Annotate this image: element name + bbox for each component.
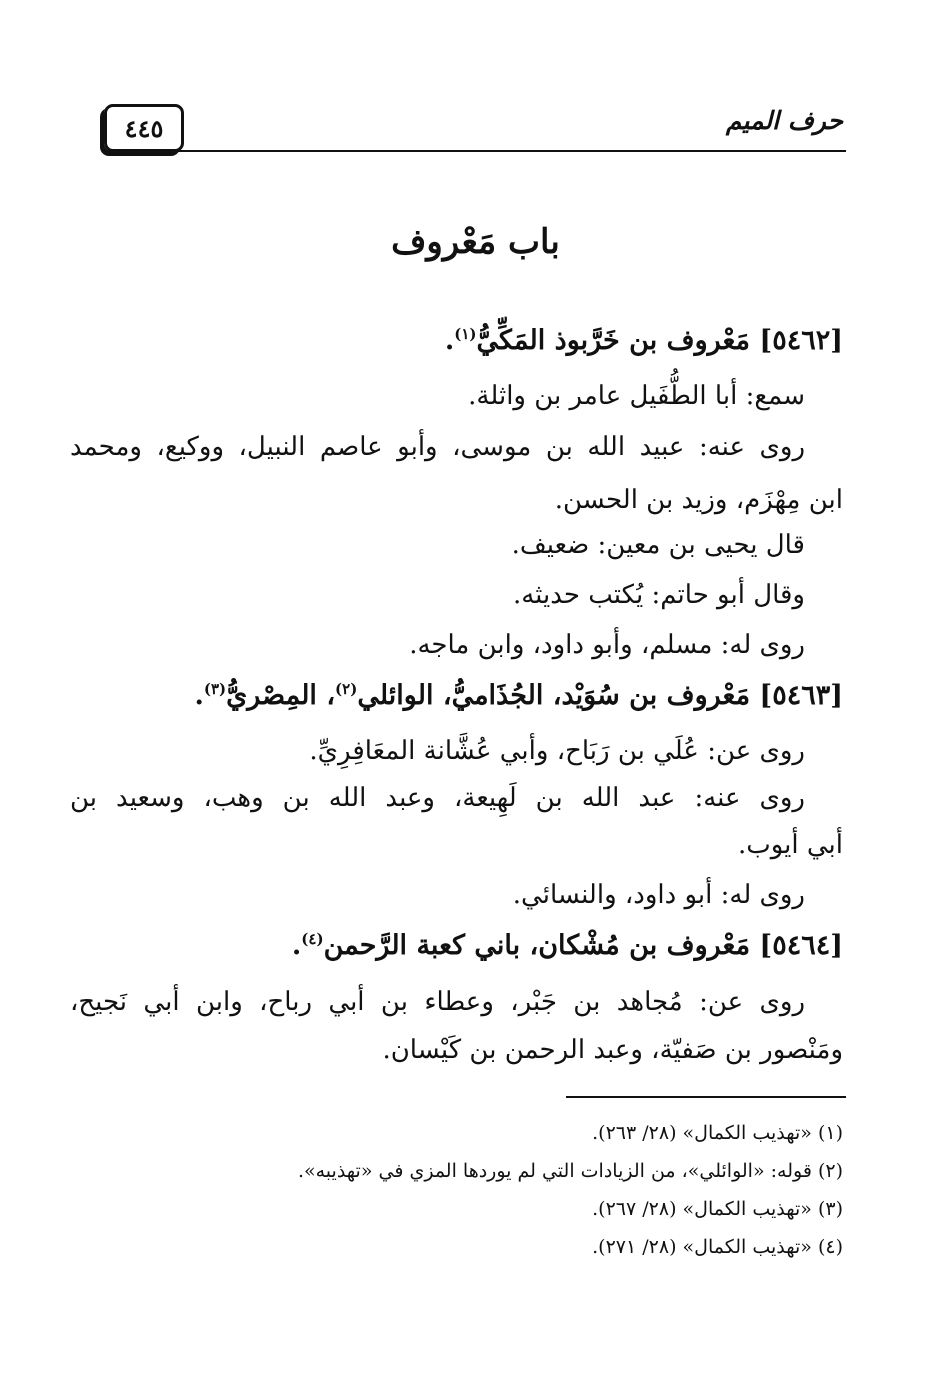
body-line: روى له: أبو داود، والنسائي. [512, 880, 805, 910]
footnote-ref-4: (٤) [301, 930, 324, 948]
footnote-ref-1: (١) [454, 325, 477, 343]
footnote: (٤) «تهذيب الكمال» (٢٨/ ٢٧١). [592, 1236, 843, 1258]
footnote: (١) «تهذيب الكمال» (٢٨/ ٢٦٣). [592, 1122, 843, 1144]
footnote-ref-2: (٢) [335, 680, 358, 698]
footnote-ref-3: (٣) [203, 680, 227, 698]
body-line: روى له: مسلم، وأبو داود، وابن ماجه. [409, 630, 805, 660]
body-line: أبي أيوب. [737, 830, 843, 860]
body-line: ابن مِهْزَم، وزيد بن الحسن. [554, 485, 843, 515]
entry-heading-5462: [٥٤٦٢] مَعْروف بن خَرَّبوذ المَكِّيُّ$^{(١)}$. [444, 325, 843, 356]
body-line: ومَنْصور بن صَفيّة، وعبد الرحمن بن كَيْسان. [382, 1035, 843, 1065]
entry-heading-5464: [٥٤٦٤] مَعْروف بن مُشْكان، باني كعبة الرَّحمن$^{(٤)}$. [291, 930, 843, 961]
body-line: روى عن: عُلَي بن رَبَاح، وأبي عُشَّانة المعَافِرِيِّ. [309, 736, 805, 766]
page-number: ٤٤٥ [124, 113, 164, 143]
body-line: قال يحيى بن معين: ضعيف. [511, 530, 805, 560]
entry-heading-5463: [٥٤٦٣] مَعْروف بن سُوَيْد، الجُذَاميُّ، الوائلي$^{(٢)}$، المِصْريُّ$^{(٣)}$. [194, 680, 843, 711]
body-line: سمع: أبا الطُّفَيل عامر بن واثلة. [468, 381, 805, 411]
chapter-title: باب مَعْروف [391, 222, 560, 262]
body-line: روى عنه: عبيد الله بن موسى، وأبو عاصم النبيل، ووكيع، ومحمد [70, 432, 805, 462]
body-line: روى عن: مُجاهد بن جَبْر، وعطاء بن أبي رباح، وابن أبي نَجيح، [70, 987, 805, 1017]
header-rule [104, 150, 846, 152]
footnote-rule [566, 1096, 846, 1098]
footnote: (٣) «تهذيب الكمال» (٢٨/ ٢٦٧). [592, 1198, 843, 1220]
body-line: وقال أبو حاتم: يُكتب حديثه. [512, 580, 805, 610]
page-number-box [104, 104, 184, 152]
body-line: روى عنه: عبد الله بن لَهِيعة، وعبد الله بن وهب، وسعيد بن [70, 783, 805, 813]
footnote: (٢) قوله: «الوائلي»، من الزيادات التي لم يوردها المزي في «تهذيبه». [297, 1160, 843, 1182]
running-head: حرف الميم [725, 106, 843, 135]
